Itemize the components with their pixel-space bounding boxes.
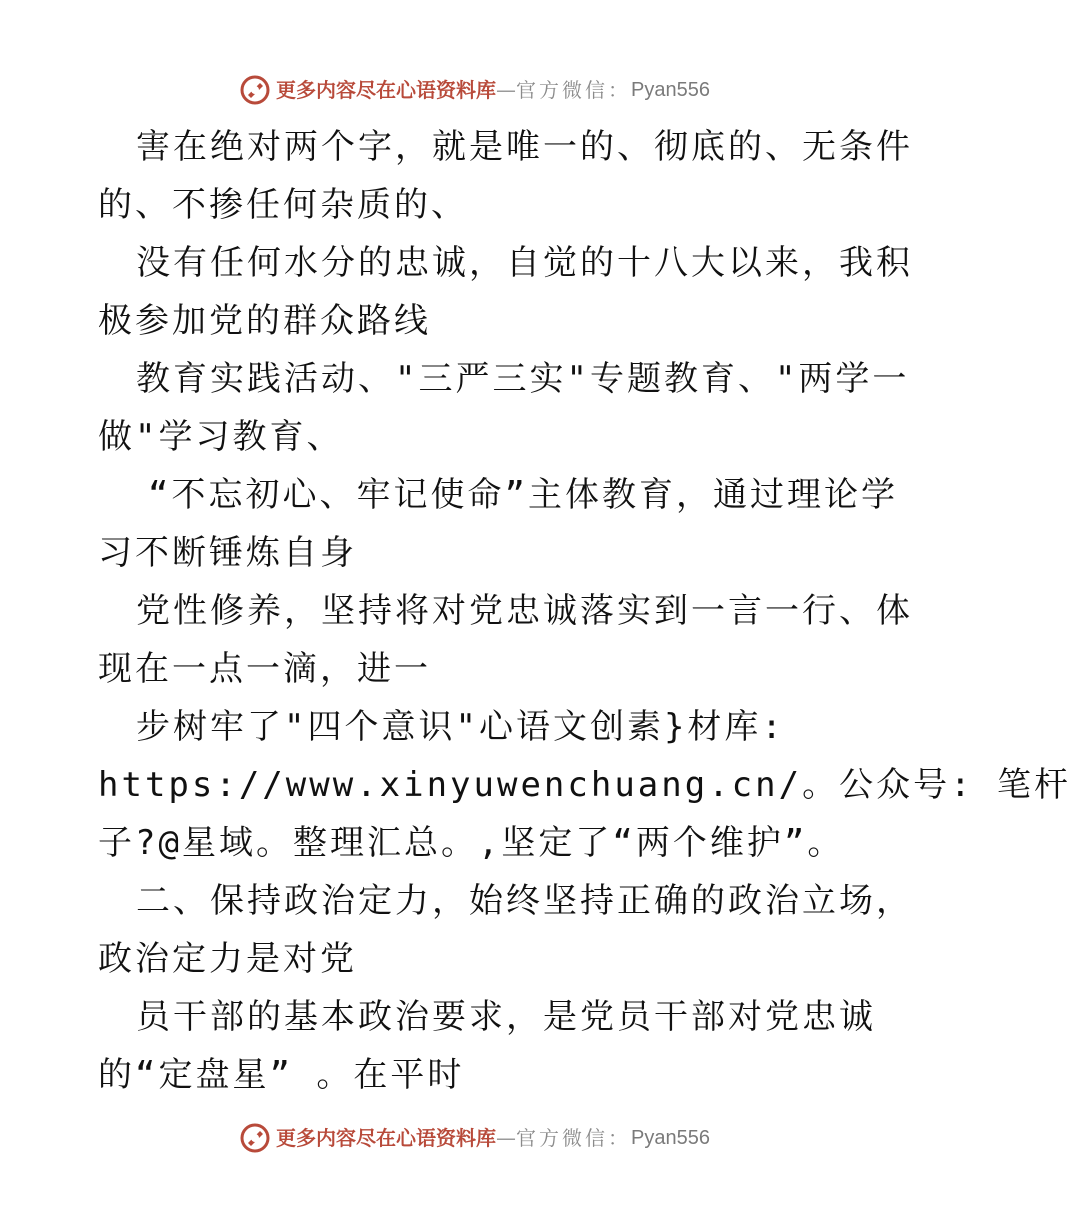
body-line: 教育实践活动、"三严三实"专题教育、"两学一 — [136, 359, 910, 399]
wechat-account: Pyan556 — [631, 1127, 710, 1149]
body-line: 极参加党的群众路线 — [98, 301, 431, 341]
body-line: 害在绝对两个字，就是唯一的、彻底的、无条件 — [136, 127, 913, 167]
body-line: 现在一点一滴，进一 — [98, 649, 431, 689]
body-line: 二、保持政治定力，始终坚持正确的政治立场， — [136, 881, 913, 921]
brand-text: 更多内容尽在心语资料库 — [276, 1126, 497, 1150]
body-line: 子?@星域。整理汇总。,坚定了“两个维护”。 — [98, 823, 845, 863]
body-line: 党性修养，坚持将对党忠诚落实到一言一行、体 — [136, 591, 913, 631]
document-body — [98, 118, 1071, 1104]
body-line: 的、不掺任何杂质的、 — [98, 185, 468, 225]
body-line: 政治定力是对党 — [98, 939, 357, 979]
brand-logo-icon — [240, 1123, 270, 1153]
banner-dash: — — [496, 1126, 517, 1150]
wechat-account: Pyan556 — [631, 79, 710, 101]
body-line: 步树牢了"四个意识"心语文创素}材库: — [136, 707, 785, 747]
brand-text: 更多内容尽在心语资料库 — [276, 78, 497, 102]
body-line: 的“定盘星” 。在平时 — [98, 1055, 465, 1095]
body-line: 没有任何水分的忠诚，自觉的十八大以来，我积 — [136, 243, 913, 283]
brand-logo-icon — [240, 75, 270, 105]
official-label: 官方微信： — [516, 78, 632, 102]
banner-dash: — — [496, 78, 517, 102]
body-line: https://www.xinyuwenchuang.cn/。公众号: 笔杆 — [98, 765, 1071, 805]
body-line: “不忘初心、牢记使命”主体教育，通过理论学 — [148, 475, 898, 515]
header-watermark — [0, 70, 950, 110]
body-line: 习不断锤炼自身 — [98, 533, 357, 573]
body-line: 员干部的基本政治要求，是党员干部对党忠诚 — [136, 997, 876, 1037]
footer-watermark — [0, 1118, 950, 1158]
body-line: 做"学习教育、 — [98, 417, 344, 457]
official-label: 官方微信： — [516, 1126, 632, 1150]
